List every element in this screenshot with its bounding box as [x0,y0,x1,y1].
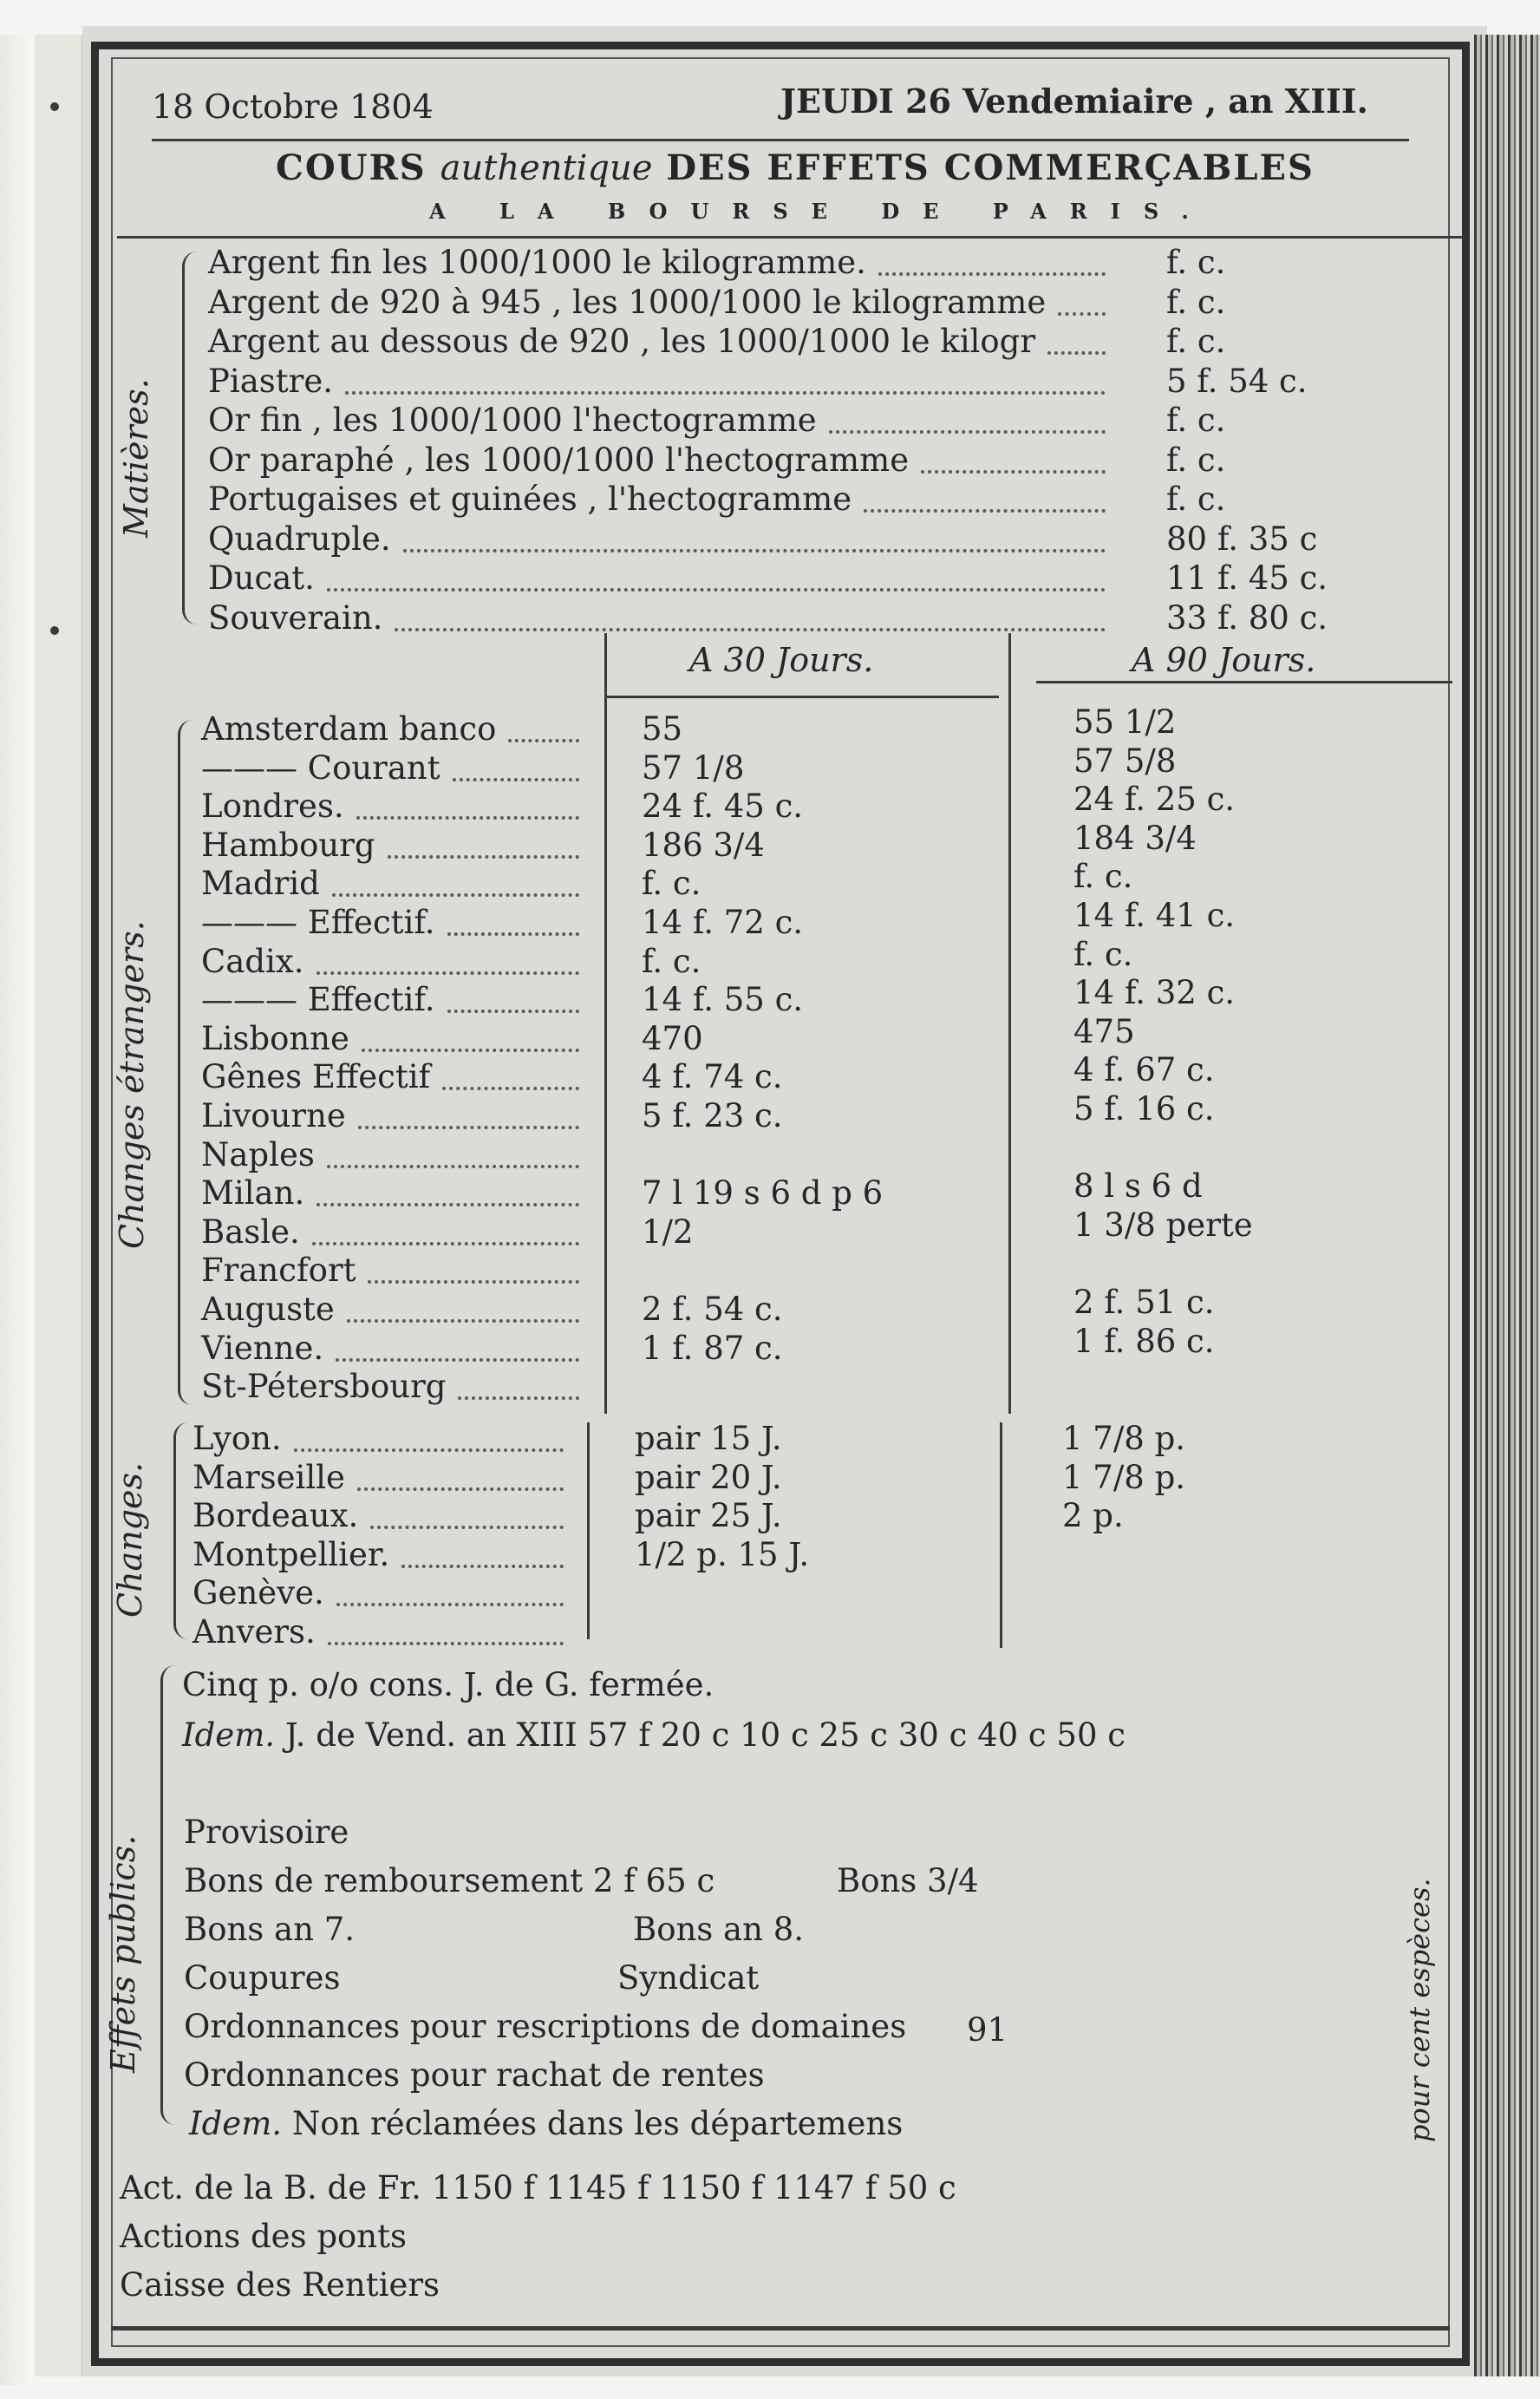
page-subtitle: A LA BOURSE DE PARIS. [429,199,1212,224]
changes-etrangers-row-leader [458,1396,579,1400]
matieres-row-value: f. c. [1166,284,1226,321]
changes-etrangers-row-name: Londres. [201,788,344,825]
changes-row-leader [336,1603,564,1606]
matieres-row-name: Or fin , les 1000/1000 l'hectogramme [208,402,817,439]
changes-row-value-30: pair 15 J. [635,1420,782,1457]
idem-vendemiaire-text: J. de Vend. an XIII 57 f 20 c 10 c 25 c 30 c 40 c 50 c [284,1716,1126,1754]
changes-row-value-90: 1 7/8 p. [1062,1420,1186,1457]
changes-etrangers-row-name: Gênes Effectif [201,1058,431,1095]
matieres-row-name: Portugaises et guinées , l'hectogramme [208,480,852,518]
effets-syndicat: Syndicat [617,1959,760,1997]
changes-etrangers-row-value-30: 1 f. 87 c. [642,1330,783,1367]
changes-etrangers-row-leader [316,1203,579,1206]
changes-row-name: Anvers. [192,1613,316,1651]
matieres-row-value: f. c. [1166,323,1226,360]
matieres-row-leader [864,509,1106,513]
changes-etrangers-row-name: Naples [201,1136,315,1173]
changes-etrangers-row-value-90: 14 f. 32 c. [1073,974,1236,1011]
changes-etrangers-row-value-90: 1 f. 86 c. [1073,1323,1215,1360]
changes-row-value-30: 1/2 p. 15 J. [635,1536,810,1573]
changes-etrangers-row-value-90: 2 f. 51 c. [1073,1284,1215,1321]
header-date: 18 Octobre 1804 [152,88,434,126]
changes-etrangers-row-leader [316,971,579,975]
brace-changes [173,1422,188,1639]
changes-etrangers-row-leader [358,1126,579,1129]
title-italic: authentique [440,148,653,188]
header-rule [152,139,1409,141]
matieres-row-leader [345,391,1106,395]
changes-etrangers-row-value-30: 1/2 [642,1213,694,1251]
matieres-row-leader [395,628,1106,631]
changes-etrangers-row-leader [388,855,579,859]
matieres-row-name: Piastre. [208,363,333,400]
effets-bons-an-8: Bons an 8. [633,1911,804,1948]
matieres-row-value: f. c. [1166,402,1226,439]
side-note-pour-cent-especes: pour cent espèces. [1403,1878,1436,2142]
changes-etrangers-row-value-90: 8 l s 6 d [1073,1167,1203,1205]
changes-etrangers-row-leader [508,739,579,742]
matieres-row-value: 80 f. 35 c [1166,520,1318,558]
changes-row-name: Marseille [192,1459,345,1496]
effets-bons-trois-quarts: Bons 3/4 [837,1862,979,1899]
changes-row-name: Montpellier. [192,1536,390,1573]
changes-etrangers-row-leader [347,1319,579,1323]
changes-etrangers-row-name: Auguste [201,1291,335,1328]
changes-etrangers-row-leader [368,1280,579,1284]
changes-row-name: Lyon. [192,1420,282,1457]
idem-italic: Idem. [189,2105,283,2142]
changes-etrangers-row-name: ——— Effectif. [201,981,435,1018]
footer-actions-ponts: Actions des ponts [120,2218,407,2255]
changes-etrangers-row-value-30: 186 3/4 [642,827,765,864]
title-post: DES EFFETS COMMERÇABLES [666,147,1315,188]
column-header-rule-90 [1036,681,1452,683]
changes-etrangers-row-value-90: 475 [1073,1013,1135,1050]
changes-row-leader [328,1642,564,1645]
column-header-90: A 90 Jours. [1132,641,1316,679]
effets-bons-remboursement: Bons de remboursement 2 f 65 c [184,1862,715,1899]
changes-etrangers-row-value-90: 1 3/8 perte [1073,1206,1253,1244]
changes-etrangers-row-value-30: 7 l 19 s 6 d p 6 [642,1174,884,1212]
changes-etrangers-row-value-90: 4 f. 67 c. [1073,1051,1215,1088]
matieres-row-name: Souverain. [208,599,383,637]
column-rule-changes-30 [587,1422,590,1639]
changes-etrangers-row-name: Lisbonne [201,1020,349,1057]
column-header-rule-30 [604,696,999,698]
changes-etrangers-row-value-90: 57 5/8 [1073,742,1177,780]
matieres-row-name: Argent au dessous de 920 , les 1000/1000 le kilogr [208,323,1036,360]
header-republican-date: JEUDI 26 Vendemiaire , an XIII. [780,82,1368,121]
effets-ordonnances-rescriptions-value: 91 [967,2011,1008,2049]
effets-coupures: Coupures [184,1959,341,1997]
changes-etrangers-row-name: Vienne. [201,1330,324,1367]
changes-etrangers-row-leader [442,1087,579,1090]
changes-etrangers-row-value-30: 4 f. 74 c. [642,1058,783,1095]
changes-etrangers-row-value-30: 57 1/8 [642,749,745,787]
changes-etrangers-row-leader [332,893,579,897]
changes-row-value-90: 1 7/8 p. [1062,1459,1186,1496]
changes-etrangers-row-leader [447,932,579,936]
brace-matieres [182,252,197,624]
changes-etrangers-row-leader [453,778,579,781]
changes-etrangers-row-value-30: 14 f. 55 c. [642,981,804,1018]
column-rule-90 [1008,633,1011,1414]
matieres-row-value: 11 f. 45 c. [1166,559,1328,597]
changes-etrangers-row-value-30: 14 f. 72 c. [642,904,804,941]
matieres-row-value: 33 f. 80 c. [1166,599,1328,637]
changes-etrangers-row-leader [336,1358,579,1362]
matieres-row-value: f. c. [1166,441,1226,479]
changes-row-leader [357,1487,564,1491]
matieres-row-name: Or paraphé , les 1000/1000 l'hectogramme [208,441,910,479]
section-label-changes: Changes. [111,1461,149,1618]
footer-caisse-rentiers: Caisse des Rentiers [120,2266,440,2304]
footer-rule [111,2326,1450,2330]
changes-row-leader [370,1526,564,1529]
idem-italic: Idem. [182,1716,276,1754]
column-rule-30 [604,633,607,1414]
book-spine [0,35,35,2385]
matieres-row-leader [1058,312,1106,316]
margin-mark [50,102,59,111]
page-title [276,147,1315,188]
changes-etrangers-row-leader [312,1242,579,1245]
changes-row-value-90: 2 p. [1062,1497,1124,1534]
title-pre: COURS [276,147,427,188]
matieres-row-leader [1047,351,1106,355]
changes-row-value-30: pair 20 J. [635,1459,782,1496]
changes-etrangers-row-value-30: 5 f. 23 c. [642,1097,783,1134]
changes-etrangers-row-name: Amsterdam banco [201,710,497,748]
changes-etrangers-row-value-30: f. c. [642,943,701,980]
changes-etrangers-row-value-90: f. c. [1073,936,1133,973]
changes-etrangers-row-leader [362,1049,579,1052]
changes-etrangers-row-value-90: 14 f. 41 c. [1073,897,1236,934]
changes-etrangers-row-value-90: 5 f. 16 c. [1073,1090,1215,1128]
column-header-30: A 30 Jours. [689,641,874,679]
changes-etrangers-row-name: Francfort [201,1252,356,1289]
changes-etrangers-row-leader [356,816,579,820]
previous-leaf [35,35,83,2376]
matieres-row-leader [878,272,1106,276]
matieres-row-leader [327,588,1106,592]
footer-actions-banque: Act. de la B. de Fr. 1150 f 1145 f 1150 f 1147 f 50 c [120,2169,956,2206]
changes-etrangers-row-value-30: 470 [642,1020,703,1057]
matieres-row-leader [403,549,1106,552]
effets-ordonnances-rescriptions: Ordonnances pour rescriptions de domaines [184,2008,907,2045]
changes-etrangers-row-value-30: f. c. [642,865,701,902]
section-label-effets-publics: Effets publics. [104,1834,142,2073]
title-rule [117,236,1465,239]
effets-idem-non-reclamees [189,2105,904,2142]
changes-etrangers-row-name: Basle. [201,1213,300,1251]
page-edges [1474,35,1540,2376]
margin-mark [50,626,59,635]
changes-etrangers-row-value-90: 55 1/2 [1073,703,1177,741]
changes-row-name: Genève. [192,1574,324,1611]
changes-row-leader [294,1448,564,1452]
effets-idem-vendemiaire [182,1716,1126,1754]
changes-etrangers-row-value-90: f. c. [1073,858,1133,895]
changes-etrangers-row-value-90: 184 3/4 [1073,820,1197,857]
matieres-row-leader [921,470,1106,474]
changes-row-leader [401,1565,564,1568]
effets-bons-an-7: Bons an 7. [184,1911,355,1948]
changes-etrangers-row-leader [447,1010,579,1013]
matieres-row-value: f. c. [1166,480,1226,518]
changes-etrangers-row-name: Madrid [201,865,320,902]
matieres-row-name: Argent de 920 à 945 , les 1000/1000 le kilogramme [208,284,1047,321]
matieres-row-value: f. c. [1166,244,1226,281]
changes-etrangers-row-value-30: 2 f. 54 c. [642,1291,783,1328]
effets-provisoire: Provisoire [184,1814,349,1851]
changes-etrangers-row-name: ——— Courant [201,749,440,787]
changes-etrangers-row-name: ——— Effectif. [201,904,435,941]
brace-changes-etrangers [178,720,192,1405]
changes-etrangers-row-name: Cadix. [201,943,304,980]
brace-effets-publics [160,1665,175,2125]
changes-etrangers-row-leader [327,1165,579,1168]
changes-etrangers-row-name: Livourne [201,1097,346,1134]
effets-cinq-pour-cent: Cinq p. o/o cons. J. de G. fermée. [182,1666,715,1703]
section-label-matieres: Matières. [117,378,155,538]
section-label-changes-etrangers: Changes étrangers. [113,920,151,1249]
matieres-row-name: Ducat. [208,559,315,597]
changes-etrangers-row-name: Milan. [201,1174,305,1212]
changes-row-value-30: pair 25 J. [635,1497,782,1534]
changes-etrangers-row-name: St-Pétersbourg [201,1368,447,1405]
matieres-row-name: Quadruple. [208,520,391,558]
effets-ordonnances-rachat: Ordonnances pour rachat de rentes [184,2056,765,2094]
matieres-row-name: Argent fin les 1000/1000 le kilogramme. [208,244,866,281]
column-rule-changes-90 [1000,1422,1002,1648]
changes-etrangers-row-name: Hambourg [201,827,375,864]
matieres-row-leader [829,430,1106,434]
changes-etrangers-row-value-30: 24 f. 45 c. [642,788,804,825]
changes-etrangers-row-value-30: 55 [642,710,683,748]
matieres-row-value: 5 f. 54 c. [1166,363,1308,400]
changes-etrangers-row-value-90: 24 f. 25 c. [1073,781,1236,818]
idem-non-reclamees-text: Non réclamées dans les départemens [291,2105,904,2142]
changes-row-name: Bordeaux. [192,1497,359,1534]
